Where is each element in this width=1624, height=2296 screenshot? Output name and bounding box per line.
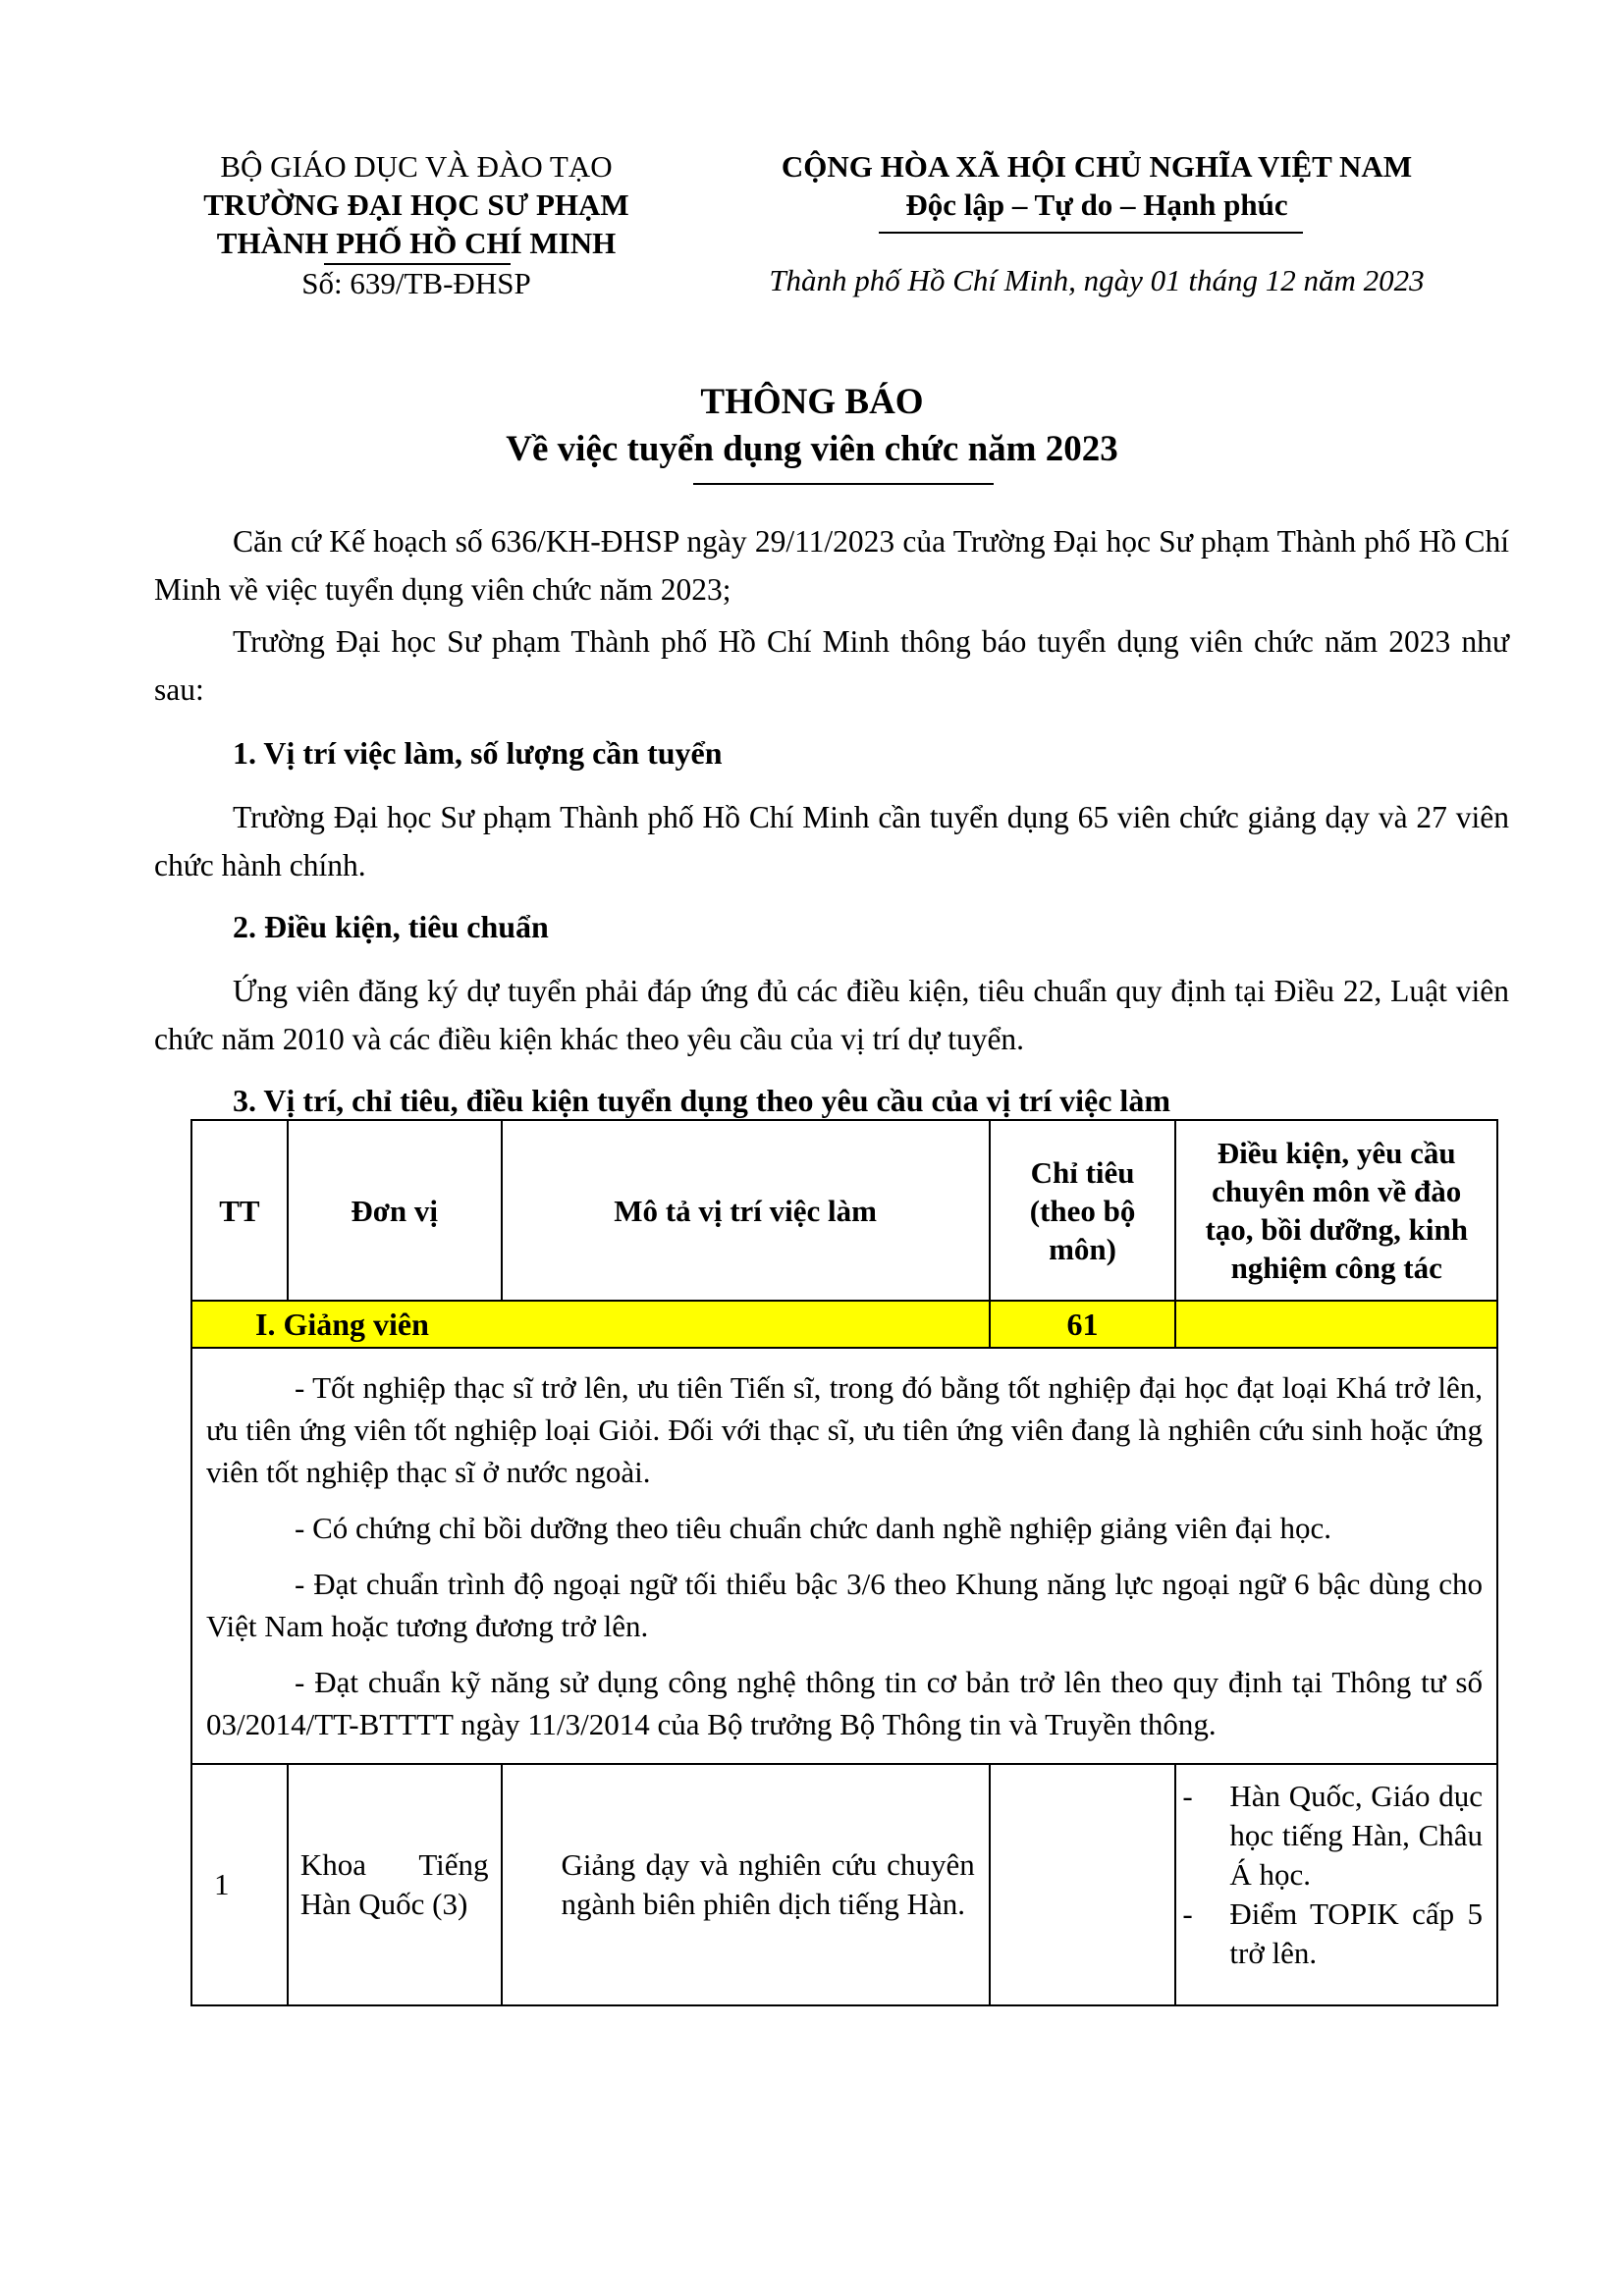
table-row <box>191 1764 1497 2005</box>
nation-name: CỘNG HÒA XÃ HỘI CHỦ NGHĨA VIỆT NAM <box>781 149 1413 184</box>
paragraph-quantity: Trường Đại học Sư phạm Thành phố Hồ Chí Minh cần tuyển dụng 65 viên chức giảng dạy và 27 viên chức hành chính. <box>154 800 1509 882</box>
section-label: I. Giảng viên <box>191 1301 990 1348</box>
section-heading-1: 1. Vị trí việc làm, số lượng cần tuyển <box>233 735 723 771</box>
document-number: Số: 639/TB-ĐHSP <box>301 266 531 300</box>
paragraph-legal-basis: Căn cứ Kế hoạch số 636/KH-ĐHSP ngày 29/11/2023 của Trường Đại học Sư phạm Thành phố Hồ Chí Minh về việc tuyển dụng viên chức năm 2023; <box>154 524 1509 607</box>
title-sub: Về việc tuyển dụng viên chức năm 2023 <box>506 429 1118 469</box>
col-header-quota: Chỉ tiêu (theo bộ môn) <box>990 1120 1176 1301</box>
paragraph-announcement: Trường Đại học Sư phạm Thành phố Hồ Chí Minh thông báo tuyển dụng viên chức năm 2023 như sau: <box>154 624 1509 707</box>
school-name-line2: THÀNH PHỐ HỒ CHÍ MINH <box>216 226 617 260</box>
section-quota: 61 <box>990 1301 1176 1348</box>
col-header-description: Mô tả vị trí việc làm <box>502 1120 990 1301</box>
title-main: THÔNG BÁO <box>700 382 924 422</box>
section-conditions-empty <box>1175 1301 1497 1348</box>
header-left-underline <box>324 263 511 265</box>
row-tt: 1 <box>191 1764 288 2005</box>
section-heading-2: 2. Điều kiện, tiêu chuẩn <box>233 909 549 944</box>
title-underline <box>693 483 994 485</box>
col-header-tt: TT <box>191 1120 288 1301</box>
motto-underline <box>879 232 1303 234</box>
positions-table <box>190 1119 1498 2006</box>
ministry-name: BỘ GIÁO DỤC VÀ ĐÀO TẠO <box>220 149 613 184</box>
place-and-date: Thành phố Hồ Chí Minh, ngày 01 tháng 12 năm 2023 <box>769 263 1425 297</box>
national-motto: Độc lập – Tự do – Hạnh phúc <box>905 187 1288 222</box>
header-left <box>137 147 695 302</box>
col-header-unit: Đơn vị <box>288 1120 502 1301</box>
requirement-item: - Có chứng chỉ bồi dưỡng theo tiêu chuẩn chức danh nghề nghiệp giảng viên đại học. <box>295 1511 1331 1545</box>
section-row-lecturers <box>191 1301 1497 1348</box>
document-title <box>0 379 1624 473</box>
section-heading-3: 3. Vị trí, chỉ tiêu, điều kiện tuyển dụng theo yêu cầu của vị trí việc làm <box>233 1083 1170 1118</box>
header-right <box>707 147 1487 299</box>
row-conditions <box>1175 1764 1497 2005</box>
table-header-row <box>191 1120 1497 1301</box>
requirement-item: - Đạt chuẩn kỹ năng sử dụng công nghệ thông tin cơ bản trở lên theo quy định tại Thông tư số 03/2014/TT-BTTTT ngày 11/3/2014 của Bộ trưởng Bộ Thông tin và Truyền thông. <box>206 1665 1483 1741</box>
condition-item: - Điểm TOPIK cấp 5 trở lên. <box>1176 1895 1483 1973</box>
school-name-line1: TRƯỜNG ĐẠI HỌC SƯ PHẠM <box>203 187 629 222</box>
row-quota <box>990 1764 1176 2005</box>
general-requirements <box>191 1348 1497 1764</box>
col-header-conditions: Điều kiện, yêu cầu chuyên môn về đào tạo, bồi dưỡng, kinh nghiệm công tác <box>1175 1120 1497 1301</box>
requirement-item: - Tốt nghiệp thạc sĩ trở lên, ưu tiên Tiến sĩ, trong đó bằng tốt nghiệp đại học đạt loại Khá trở lên, ưu tiên ứng viên tốt nghiệp loại Giỏi. Đối với thạc sĩ, ưu tiên ứng viên đang là nghiên cứu sinh hoặc ứng viên tốt nghiệp thạc sĩ ở nước ngoài. <box>206 1370 1483 1489</box>
condition-item: - Hàn Quốc, Giáo dục học tiếng Hàn, Châu Á học. <box>1176 1777 1483 1895</box>
requirement-item: - Đạt chuẩn trình độ ngoại ngữ tối thiểu bậc 3/6 theo Khung năng lực ngoại ngữ 6 bậc dùng cho Việt Nam hoặc tương đương trở lên. <box>206 1567 1483 1643</box>
row-unit: Khoa Tiếng Hàn Quốc (3) <box>288 1764 502 2005</box>
row-description: Giảng dạy và nghiên cứu chuyên ngành biên phiên dịch tiếng Hàn. <box>502 1764 990 2005</box>
requirements-row <box>191 1348 1497 1764</box>
paragraph-conditions: Ứng viên đăng ký dự tuyển phải đáp ứng đủ các điều kiện, tiêu chuẩn quy định tại Điều 22, Luật viên chức năm 2010 và các điều kiện khác theo yêu cầu của vị trí dự tuyển. <box>154 974 1509 1056</box>
